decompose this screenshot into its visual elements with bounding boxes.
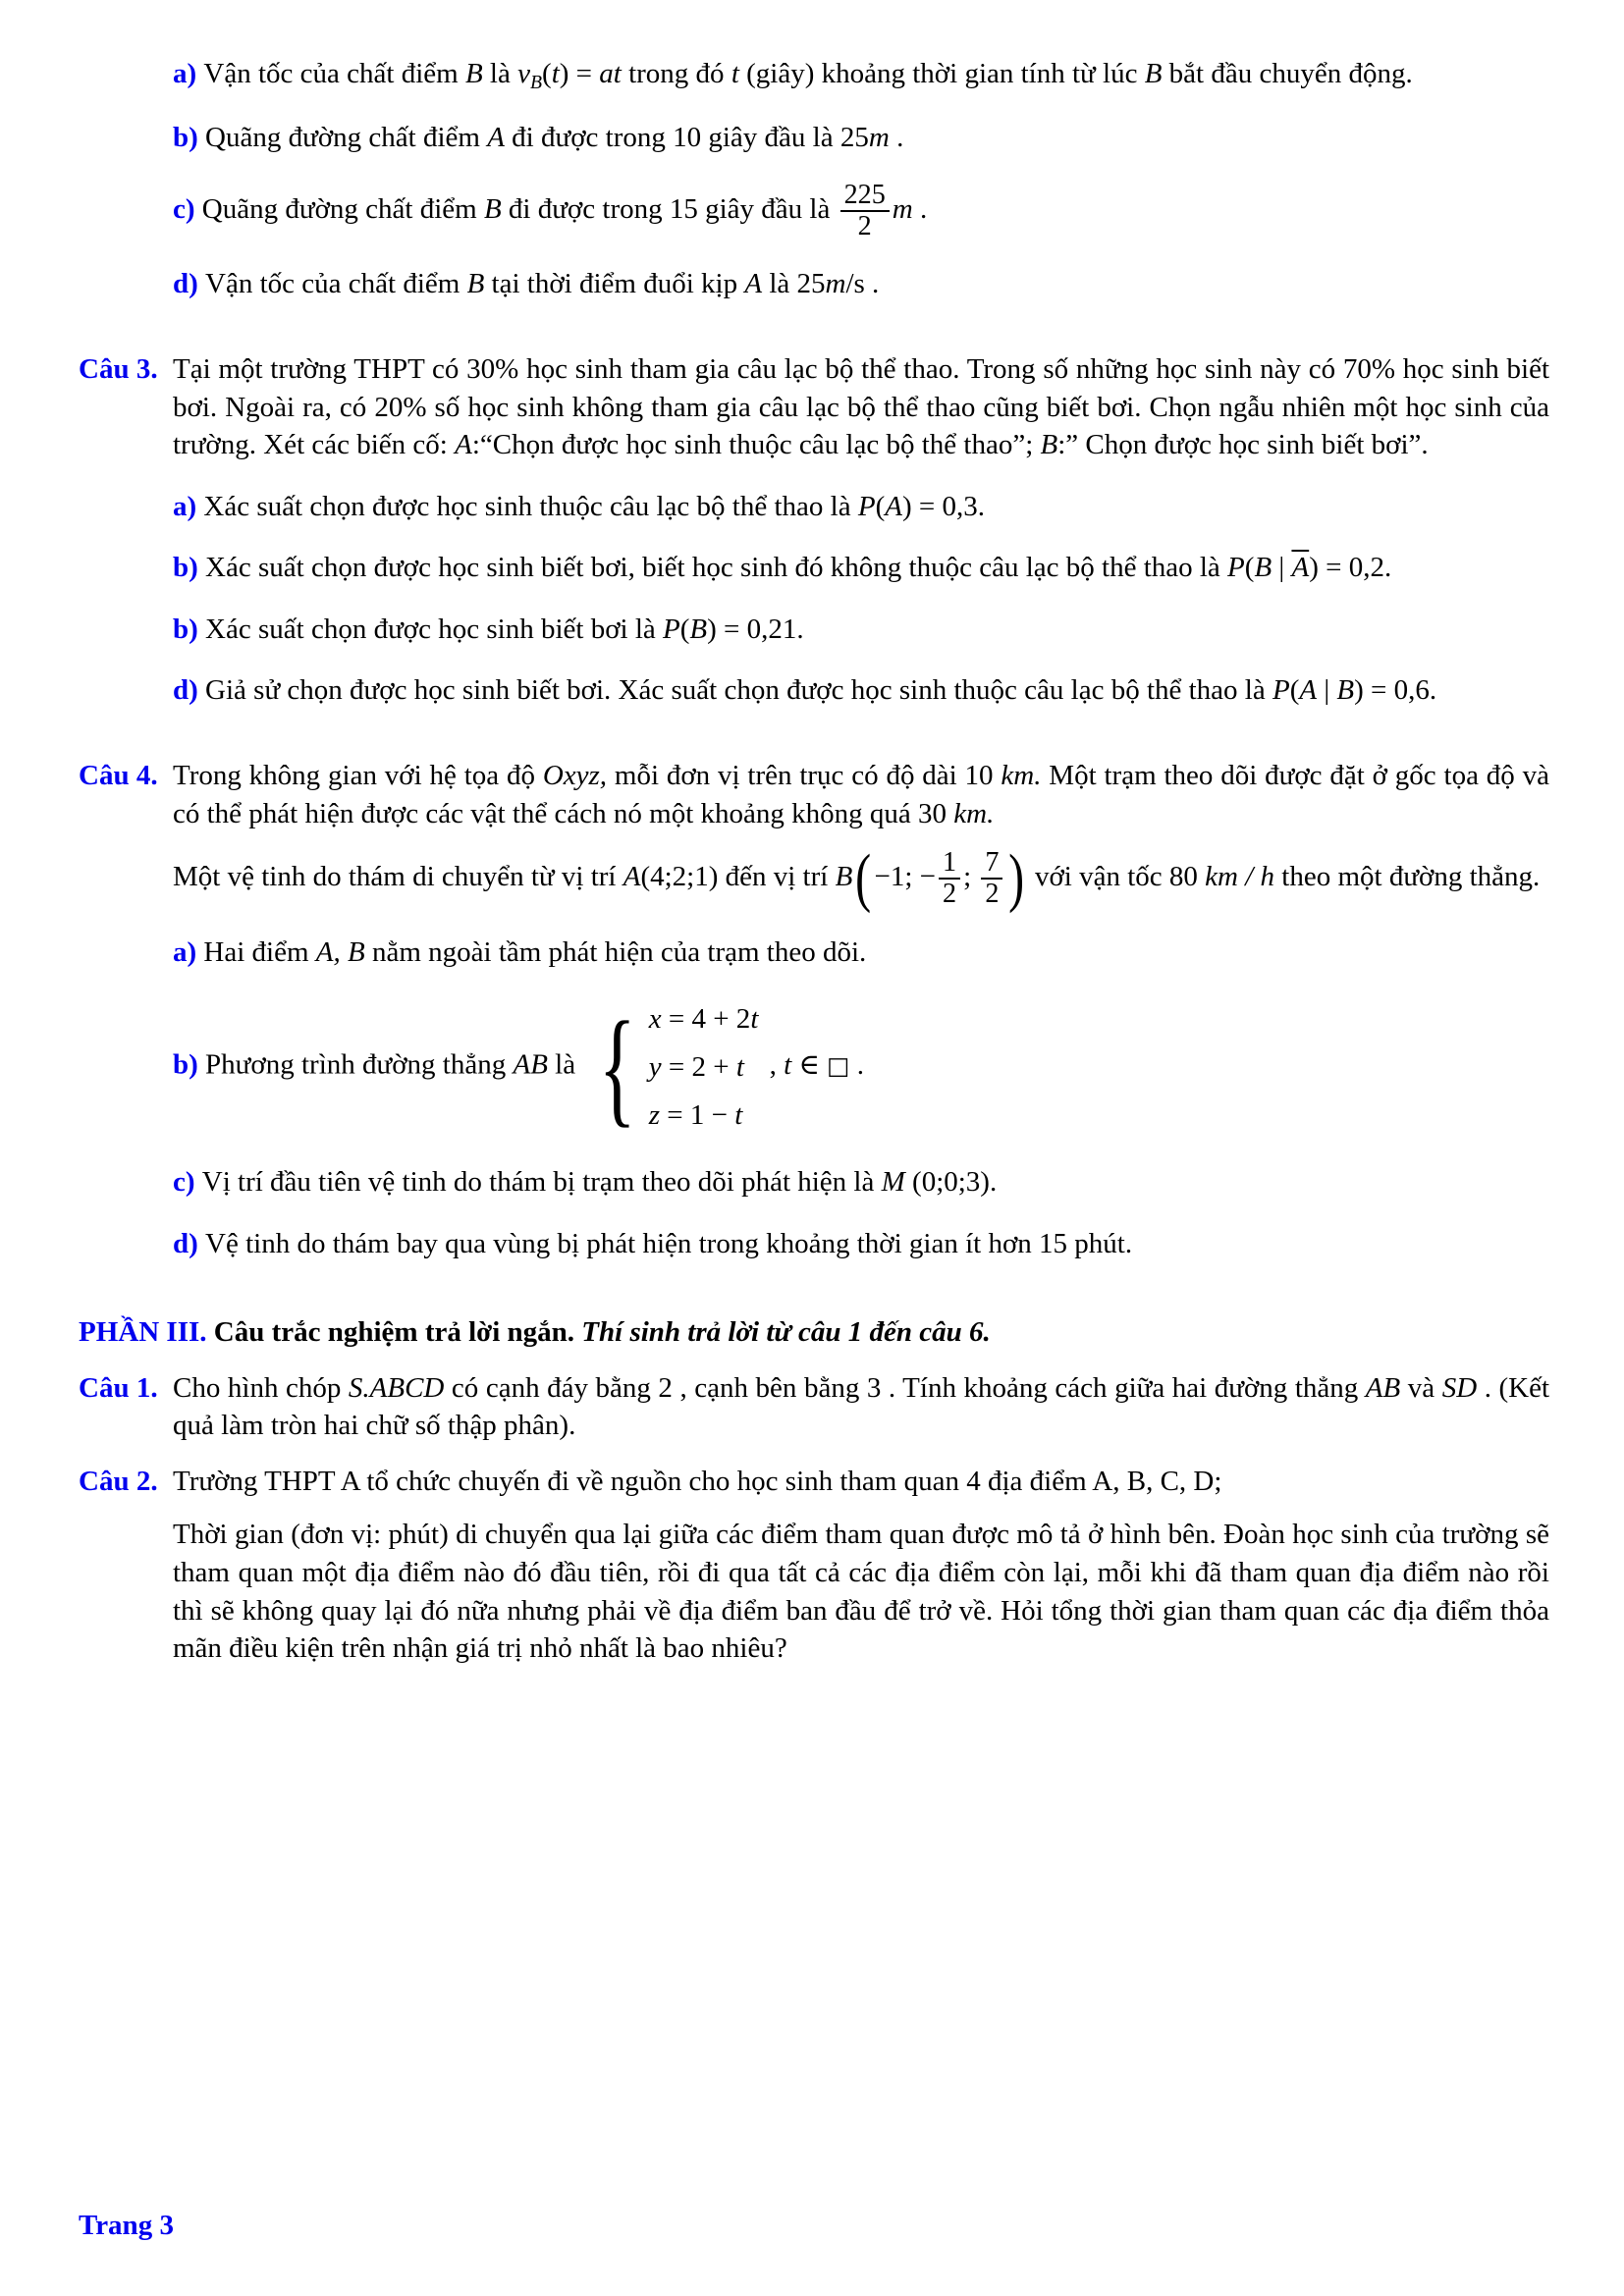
text-segment: c) [173, 1166, 202, 1199]
question-body [173, 757, 1549, 832]
text-segment: B [1144, 58, 1163, 89]
text-segment: B [464, 58, 483, 89]
text-segment: Phương trình đường thẳng [205, 1048, 514, 1081]
text-segment: a) [173, 490, 204, 522]
text-segment: B [835, 861, 853, 893]
text-segment: = 2 + [661, 1050, 736, 1083]
text-segment: ( [875, 490, 886, 522]
item-a [173, 934, 1549, 972]
text-segment: đi được trong 10 giây đầu là 25 [504, 122, 869, 154]
question-header [79, 350, 1549, 464]
text-segment: ( [1289, 674, 1300, 707]
text-segment: S.ABCD [348, 1371, 445, 1404]
question-body [173, 1463, 1549, 1501]
text-segment: B [1336, 674, 1355, 707]
text-segment: Giả sử chọn được học sinh biết bơi. Xác suất chọn được học sinh thuộc câu lạc bộ thể thao là [205, 674, 1272, 707]
question-label: Câu 1. [79, 1371, 158, 1404]
question-cau1 [79, 1369, 1549, 1445]
text-segment: Vị trí đầu tiên vệ tinh do thám bị trạm theo dõi phát hiện là [201, 1166, 882, 1199]
text-segment: a) [173, 58, 204, 89]
fraction: $\frac{225}{2}$ [838, 181, 893, 242]
text-segment: b) [173, 613, 206, 645]
text-segment: B [466, 268, 485, 300]
text-segment: Vệ tinh do thám bay qua vùng bị phát hiện trong khoảng thời gian ít hơn 15 phút. [205, 1227, 1133, 1259]
text-segment: P [857, 490, 876, 522]
text-segment: (4;2;1) đến vị trí [640, 861, 836, 893]
text-segment: B [689, 613, 708, 645]
text-segment: m [868, 122, 890, 154]
text-segment: . [912, 192, 928, 225]
question-cau2-paragraph [173, 1516, 1549, 1667]
text-segment: ) = 0,6. [1354, 674, 1437, 707]
item-a [173, 55, 1549, 95]
text-segment: d) [173, 1227, 206, 1259]
item-b [173, 994, 1549, 1140]
text-segment: Xác suất chọn được học sinh thuộc câu lạc bộ thể thao là [203, 490, 858, 522]
text-segment: ( [542, 58, 552, 89]
equation-row-y [649, 1048, 759, 1087]
text-segment: km. [1001, 759, 1042, 791]
text-segment: là [482, 58, 518, 89]
text-segment: /s . [845, 268, 880, 300]
text-segment: | [1317, 674, 1337, 707]
text-segment: nằm ngoài tầm phát hiện của trạm theo dõi. [364, 935, 867, 968]
text-segment: Xác suất chọn được học sinh biết bơi là [205, 613, 664, 645]
question-label: Câu 3. [79, 353, 158, 385]
text-segment: Trường THPT A tổ chức chuyến đi về nguồn cho học sinh tham quan 4 địa điểm A, B, C, D; [173, 1465, 1222, 1497]
question-body [173, 1369, 1549, 1445]
text-segment: km / h [1205, 861, 1275, 893]
text-segment: a) [173, 935, 204, 968]
text-segment: là [547, 1048, 583, 1081]
text-segment: t [731, 58, 739, 89]
text-segment: m [825, 268, 846, 300]
item-c [173, 1163, 1549, 1201]
equation-system: { x = 4 + 2t y = 2 + t z = 1 − t [599, 994, 759, 1140]
text-segment: ( [679, 613, 690, 645]
text-segment: Hai điểm [203, 935, 316, 968]
page-number: Trang 3 [79, 2210, 174, 2242]
text-segment: A, B [315, 935, 365, 968]
text-segment: $\overline{A}$ [1291, 552, 1310, 584]
text-segment: | [1272, 552, 1292, 584]
question-body [173, 350, 1549, 464]
text-segment: Câu trắc nghiệm trả lời ngắn. [206, 1316, 582, 1349]
question-cau4 [79, 757, 1549, 1262]
text-segment: y [648, 1050, 662, 1083]
text-segment: t [750, 1003, 759, 1036]
text-segment: Quãng đường chất điểm [201, 192, 484, 225]
text-segment: AB [513, 1048, 548, 1081]
text-segment: M [881, 1166, 905, 1199]
text-segment: SD [1441, 1371, 1478, 1404]
text-segment: t [735, 1050, 744, 1083]
text-segment: −1; − [874, 861, 937, 893]
equation-rows [649, 994, 759, 1140]
text-segment: at [599, 58, 622, 89]
item-b2 [173, 611, 1549, 649]
text-segment: (0;0;3). [904, 1166, 998, 1199]
text-segment: Xác suất chọn được học sinh biết bơi, biết học sinh đó không thuộc câu lạc bộ thể thao là [205, 552, 1228, 584]
text-segment: Thí sinh trả lời từ câu 1 đến câu 6. [581, 1316, 991, 1349]
text-segment: :“Chọn được học sinh thuộc câu lạc bộ thể thao”; [471, 429, 1041, 461]
item-b [173, 549, 1549, 587]
text-segment: t [551, 58, 560, 89]
text-segment: Vận tốc của chất điểm [205, 268, 467, 300]
item-b-text [173, 1049, 582, 1081]
text-segment: Quãng đường chất điểm [205, 122, 488, 154]
text-segment: b) [173, 1048, 206, 1081]
text-segment: ( [1244, 552, 1255, 584]
text-segment: , [762, 1048, 785, 1081]
text-segment: ∈ [791, 1048, 828, 1081]
text-segment: Một trạm theo dõi được đặt ở gốc tọa độ và có thể phát hiện được các vật thể cách nó một khoảng không quá 30 [173, 759, 1549, 829]
text-segment: m [892, 192, 913, 225]
text-segment: tại thời điểm đuổi kịp [484, 268, 745, 300]
part3-heading [79, 1313, 1549, 1352]
fraction: $\frac{7}{2}$ [978, 848, 1005, 910]
text-segment: Trong không gian với hệ tọa độ [173, 759, 543, 791]
text-segment: Vận tốc của chất điểm [203, 58, 465, 89]
question-header [79, 757, 1549, 832]
text-segment: có cạnh đáy bằng 2 , cạnh bên bằng 3 . Tính khoảng cách giữa hai đường thẳng [444, 1371, 1366, 1404]
text-segment: AB [1365, 1371, 1401, 1404]
text-segment: ; [963, 861, 979, 893]
fraction: $\frac{1}{2}$ [936, 848, 963, 910]
text-segment: . [889, 122, 904, 154]
text-segment: ) = [559, 58, 600, 89]
text-segment: A [885, 490, 902, 522]
text-segment: z [648, 1098, 661, 1131]
text-segment: P [1272, 674, 1290, 707]
text-segment: A [455, 429, 472, 461]
text-segment: t [784, 1048, 792, 1081]
text-segment: và [1400, 1371, 1442, 1404]
text-segment: . [849, 1048, 864, 1081]
text-segment: B [1254, 552, 1272, 584]
text-segment: B [1040, 429, 1058, 461]
text-segment: P [663, 613, 680, 645]
item-d [173, 265, 1549, 303]
equation-row-x [649, 1000, 759, 1039]
text-segment: với vận tốc 80 [1027, 861, 1206, 893]
text-segment: P [1227, 552, 1245, 584]
text-segment: □ [827, 1050, 850, 1080]
text-segment: ) = 0,2. [1309, 552, 1392, 584]
text-segment: km. [953, 797, 995, 829]
item-b-suffix [762, 1049, 864, 1081]
text-segment: d) [173, 268, 206, 300]
text-segment: là 25 [762, 268, 826, 300]
text-segment: B [529, 71, 543, 93]
text-segment: = 4 + 2 [661, 1003, 751, 1036]
question-cau2 [79, 1463, 1549, 1501]
text-segment: theo một đường thẳng. [1274, 861, 1541, 893]
text-segment: Cho hình chóp [173, 1371, 349, 1404]
text-segment: b) [173, 552, 206, 584]
text-segment: = 1 − [660, 1098, 735, 1131]
text-segment: Một vệ tinh do thám di chuyển từ vị trí [173, 861, 623, 893]
text-segment: ) = 0,3. [901, 490, 985, 522]
item-a [173, 488, 1549, 526]
item-d [173, 1225, 1549, 1263]
text-segment: (giây) khoảng thời gian tính từ lúc [738, 58, 1145, 89]
text-segment: ) = 0,21. [707, 613, 804, 645]
question-2-continuation-items [79, 55, 1549, 303]
text-segment: :” Chọn được học sinh biết bơi”. [1057, 429, 1429, 461]
item-d [173, 671, 1549, 710]
question-paragraph: Một vệ tinh do thám di chuyển từ vị trí A(4;2;1) đến vị trí B( −1; − $\frac{1}{2}$ ; $\frac{7}{2}$ ) với vận tốc 80 km / h theo một đường thẳng. [173, 842, 1541, 915]
equation-row-z [649, 1096, 759, 1135]
question-cau3 [79, 350, 1549, 710]
text-segment: trong đó [621, 58, 731, 89]
text-segment: t [734, 1098, 743, 1131]
text-segment: bắt đầu chuyển động. [1162, 58, 1413, 89]
text-segment: c) [173, 192, 202, 225]
text-segment: v [517, 58, 530, 89]
text-segment: đi được trong 15 giây đầu là [501, 192, 838, 225]
text-segment: Tại một trường THPT có 30% học sinh tham gia câu lạc bộ thể thao. Trong số những học sinh này có 70% học sinh biết bơi. Ngoài ra, có 20% số học sinh không tham gia câu lạc bộ thể thao cũng biết bơi. Chọn ngẫu nhiên một học sinh của trường. Xét các biến cố: [173, 353, 1549, 461]
text-segment: d) [173, 674, 206, 707]
text-segment: A [744, 268, 763, 300]
question-label: Câu 2. [79, 1465, 158, 1497]
text-segment: x [648, 1003, 662, 1036]
text-segment: A [1299, 674, 1318, 707]
text-segment: Thời gian (đơn vị: phút) di chuyển qua lại giữa các điểm tham quan được mô tả ở hình bên. Đoàn học sinh của trường sẽ tham quan một địa điểm nào đó đầu tiên, rồi đi qua tất cả các địa điểm còn lại, mỗi khi đã tham quan địa điểm nào rồi thì sẽ không quay lại đó nữa nhưng phải về địa điểm ban đầu để trở về. Hỏi tổng thời gian tham quan các địa điểm thỏa mãn điều kiện trên nhận giá trị nhỏ nhất là bao nhiêu? [173, 1519, 1549, 1665]
text-segment: A [623, 861, 641, 893]
text-segment: . (Kết quả làm tròn hai chữ số thập phân). [173, 1371, 1550, 1442]
text-segment: B [483, 192, 502, 225]
text-segment: A [487, 122, 505, 154]
question-label: Câu 4. [79, 759, 158, 791]
text-segment: Oxyz, [542, 759, 608, 791]
text-segment: PHẦN III. [79, 1316, 207, 1349]
text-segment: mỗi đơn vị trên trục có độ dài 10 [607, 759, 1001, 791]
item-b [173, 119, 1549, 157]
text-segment: b) [173, 122, 206, 154]
item-c [173, 181, 1549, 242]
